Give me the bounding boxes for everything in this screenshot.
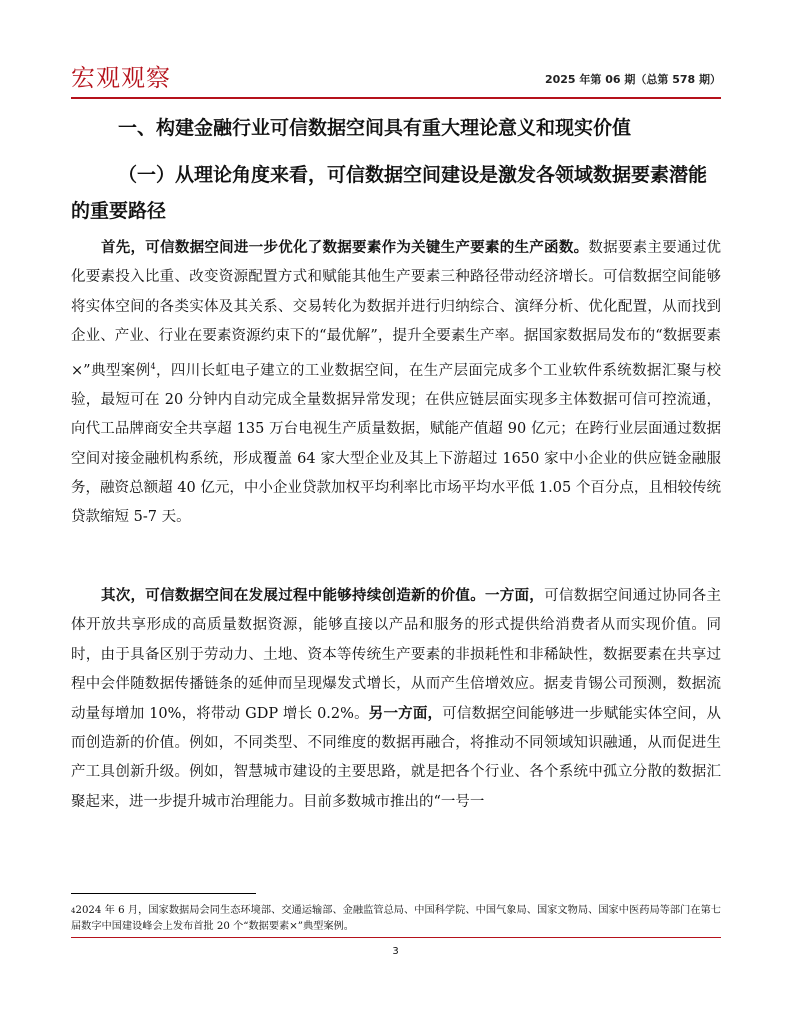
footnote <box>71 903 721 935</box>
footnote-divider <box>71 893 256 894</box>
paragraph-lead: 首先，可信数据空间进一步优化了数据要素作为关键生产要素的生产函数。 <box>101 240 589 256</box>
footnote-reference[interactable]: 4 <box>150 361 156 371</box>
paragraph-text: 数据要素主要通过优化要素投入比重、改变资源配置方式和赋能其他生产要素三种路径带动经济增长。可信数据空间能够将实体空间的各类实体及其关系、交易转化为数据并进行归纳综合、演绎分析、优化配置，从而找到企业、产业、行业在要素资源约束下的“最优解”，提升全要素生产率。据国家数据局发布的“数据要素×”典型案例 <box>71 240 722 379</box>
footnote-text: 2024 年 6 月，国家数据局会同生态环境部、交通运输部、金融监管总局、中国科学院、中国气象局、国家文物局、国家中医药局等部门在第七届数字中国建设峰会上发布首批 20 个“数据要素×”典型案例。 <box>71 905 721 932</box>
publication-title: 宏观观察 <box>71 64 171 92</box>
body-paragraph-2 <box>71 582 721 817</box>
paragraph-lead: 另一方面， <box>368 705 443 722</box>
paragraph-lead: 一方面， <box>484 588 545 604</box>
page-header <box>71 62 721 96</box>
paragraph-lead: 其次，可信数据空间在发展过程中能够持续创造新的价值。 <box>101 588 485 604</box>
footer-divider <box>71 937 721 938</box>
paragraph-text: ，四川长虹电子建立的工业数据空间，在生产层面完成多个工业软件系统数据汇聚与校验，最短可在 20 分钟内自动完成全量数据异常发现；在供应链层面实现多主体数据可信可控流通，向代工品牌商安全共享超 135 万台电视生产质量数据，赋能产值超 90 亿元；在跨行业层面通过数据空间对接金融机构系统，形成覆盖 64 家大型企业及其上下游超过 1650 家中小企业的供应链金融服务，融资总额超 40 亿元，中小企业贷款加权平均利率比市场平均水平低 1.05 个百分点，且相较传统贷款缩短 5-7 天。 <box>71 362 722 526</box>
paragraph-text: 可信数据空间通过协同各主体开放共享形成的高质量数据资源，能够直接以产品和服务的形式提供给消费者从而实现价值。同时，由于具备区别于劳动力、土地、资本等传统生产要素的非损耗性和非稀缺性，数据要素在共享过程中会伴随数据传播链条的延伸而呈现爆发式增长，从而产生倍增效应。据麦肯锡公司预测，数据流动量每增加 10%，将带动 GDP 增长 0.2%。 <box>71 588 722 722</box>
page-number: 3 <box>392 946 399 957</box>
section-heading: 一、构建金融行业可信数据空间具有重大理论意义和现实价值 <box>118 117 632 139</box>
subsection-heading: （一）从理论角度来看，可信数据空间建设是激发各领域数据要素潜能的重要路径 <box>71 164 708 222</box>
issue-number: 2025 年第 06 期（总第 578 期） <box>544 73 721 86</box>
body-paragraph-1 <box>71 234 721 533</box>
header-divider <box>71 97 721 99</box>
footnote-mark: 4 <box>71 907 76 915</box>
paragraph-text: 可信数据空间能够进一步赋能实体空间，从而创造新的价值。例如，不同类型、不同维度的数据再融合，将推动不同领域知识融通，从而促进生产工具创新升级。例如，智慧城市建设的主要思路，就是把各个行业、各个系统中孤立分散的数据汇聚起来，进一步提升城市治理能力。目前多数城市推出的“一号一 <box>71 705 722 810</box>
